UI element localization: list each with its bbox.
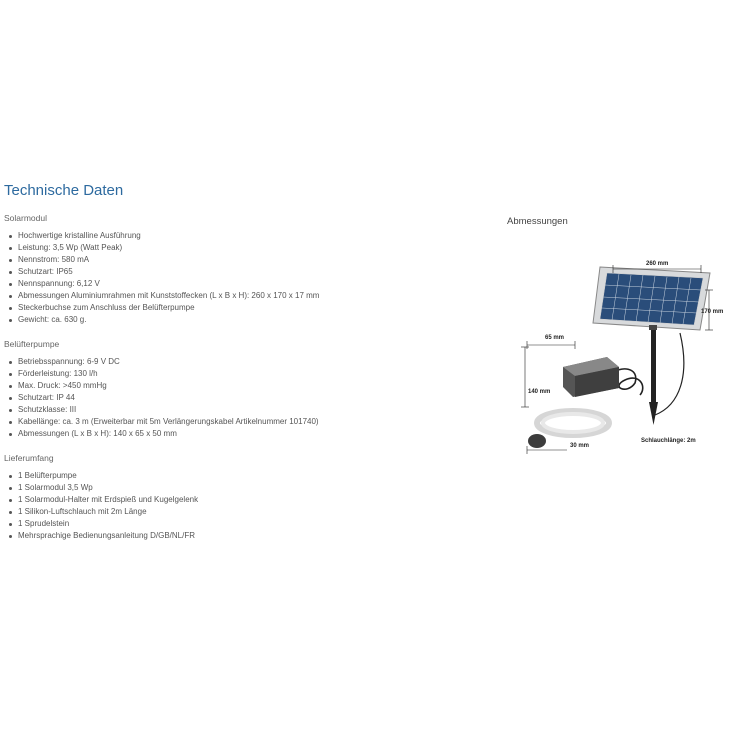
hose-illustration (537, 411, 609, 435)
spec-list (4, 356, 484, 440)
section-title: Lieferumfang (4, 453, 54, 463)
list-item: Max. Druck: >450 mmHg (4, 380, 484, 392)
air-stone-illustration (528, 434, 546, 448)
list-item: Schutzart: IP65 (4, 266, 484, 278)
list-item: Abmessungen (L x B x H): 140 x 65 x 50 mm (4, 428, 484, 440)
list-item: Abmessungen Aluminiumrahmen mit Kunststoffecken (L x B x H): 260 x 170 x 17 mm (4, 290, 484, 302)
spec-list (4, 230, 484, 326)
list-item: Hochwertige kristalline Ausführung (4, 230, 484, 242)
solar-panel-illustration (593, 267, 710, 330)
list-item: Kabellänge: ca. 3 m (Erweiterbar mit 5m Verlängerungskabel Artikelnummer 101740) (4, 416, 484, 428)
product-illustration (515, 255, 724, 455)
list-item: 1 Belüfterpumpe (4, 470, 484, 482)
dim-panel-height: 170 mm (701, 309, 724, 315)
section-beluefterpumpe (4, 338, 484, 440)
list-item: 1 Solarmodul 3,5 Wp (4, 482, 484, 494)
section-title: Solarmodul (4, 213, 47, 223)
list-item: Betriebsspannung: 6-9 V DC (4, 356, 484, 368)
list-item: 1 Silikon-Luftschlauch mit 2m Länge (4, 506, 484, 518)
list-item: Gewicht: ca. 630 g. (4, 314, 484, 326)
list-item: Förderleistung: 130 l/h (4, 368, 484, 380)
list-item: 1 Solarmodul-Halter mit Erdspieß und Kugelgelenk (4, 494, 484, 506)
pump-illustration (563, 357, 619, 397)
list-item: 1 Sprudelstein (4, 518, 484, 530)
hose-length-label: Schlauchlänge: 2m (641, 438, 696, 444)
section-title: Belüfterpumpe (4, 339, 60, 349)
section-solarmodul (4, 212, 484, 326)
spec-list (4, 470, 484, 542)
page-title: Technische Daten (4, 182, 124, 199)
section-lieferumfang (4, 452, 484, 542)
list-item: Nennstrom: 580 mA (4, 254, 484, 266)
specs-column (4, 212, 484, 554)
ground-stake-illustration (649, 330, 658, 425)
dim-stone: 30 mm (570, 443, 590, 449)
list-item: Mehrsprachige Bedienungsanleitung D/GB/NL/FR (4, 530, 484, 542)
list-item: Steckerbuchse zum Anschluss der Belüfterpumpe (4, 302, 484, 314)
dimensions-title: Abmessungen (507, 216, 568, 227)
list-item: Schutzklasse: III (4, 404, 484, 416)
list-item: Leistung: 3,5 Wp (Watt Peak) (4, 242, 484, 254)
product-dimensions-figure (515, 255, 724, 455)
dim-panel-width: 260 mm (646, 261, 669, 267)
list-item: Nennspannung: 6,12 V (4, 278, 484, 290)
dim-pump-width: 65 mm (545, 335, 565, 341)
list-item: Schutzart: IP 44 (4, 392, 484, 404)
dim-pump-length: 140 mm (528, 389, 551, 395)
